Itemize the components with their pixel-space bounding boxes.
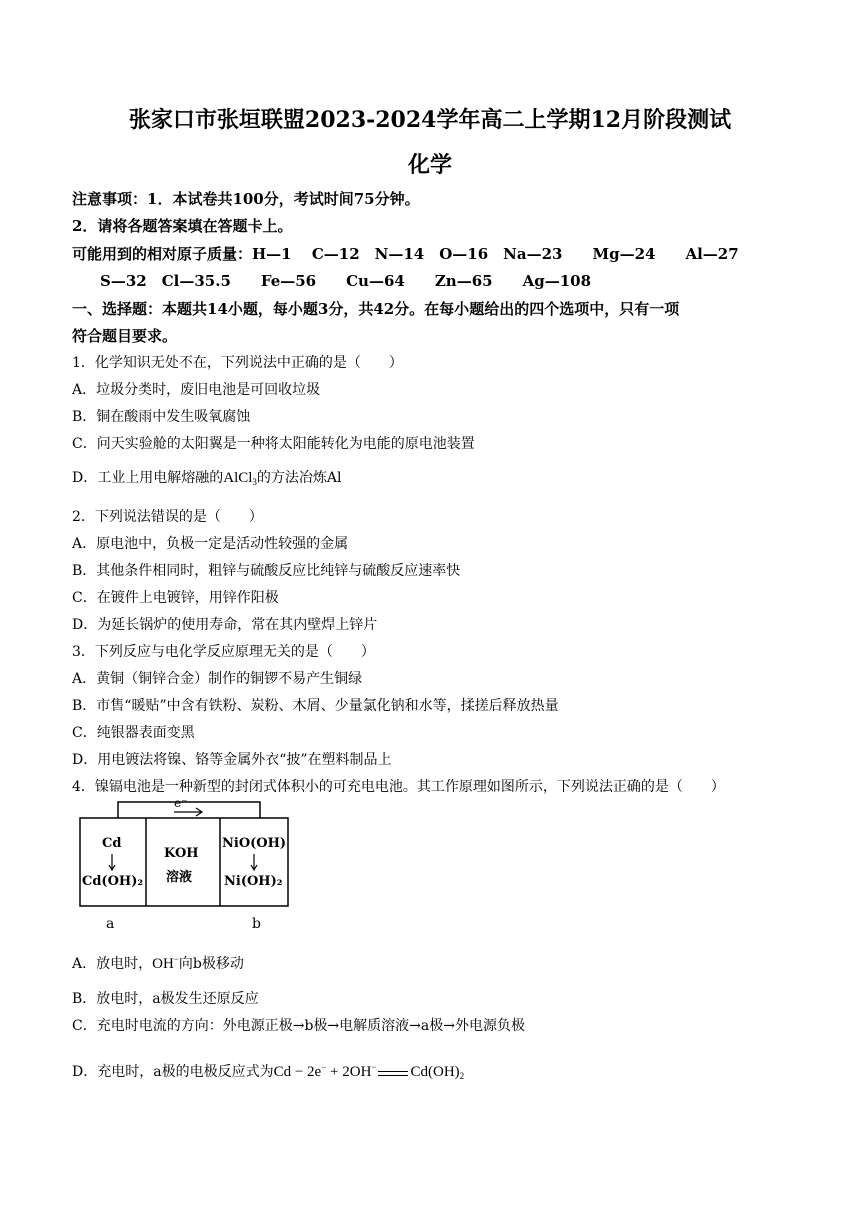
question-4-option-c: C．充电时电流的方向：外电源正极→b极→电解质溶液→a极→外电源负极 bbox=[72, 1018, 525, 1034]
section-heading-line-2: 符合题目要求。 bbox=[72, 327, 178, 345]
question-3-option-d: D．用电镀法将镍、铬等金属外衣“披”在塑料制品上 bbox=[72, 752, 392, 768]
question-1-stem: 1．化学知识无处不在，下列说法中正确的是（ ） bbox=[72, 355, 403, 371]
notice-line-2: 2．请将各题答案填在答题卡上。 bbox=[72, 217, 293, 235]
question-1-option-b: B．铜在酸雨中发生吸氧腐蚀 bbox=[72, 409, 251, 425]
question-3-option-b: B．市售“暖贴”中含有铁粉、炭粉、木屑、少量氯化钠和水等，揉搓后释放热量 bbox=[72, 698, 559, 714]
cd-down-arrow-icon bbox=[109, 854, 115, 870]
option-d-suffix: 的方法冶炼Al bbox=[256, 470, 342, 486]
question-3-option-a: A．黄铜（铜锌合金）制作的铜锣不易产生铜绿 bbox=[72, 671, 363, 687]
electron-label: e⁻ bbox=[174, 796, 188, 810]
cell-box bbox=[80, 818, 288, 906]
option-d-prefix: D．工业上用电解熔融的 bbox=[72, 470, 224, 486]
electrolyte-top: KOH bbox=[164, 846, 199, 861]
question-3-option-c: C．纯银器表面变黑 bbox=[72, 725, 195, 741]
atomic-masses-line-1: 可能用到的相对原子质量：H—1 C—12 N—14 O—16 Na—23 Mg—24 Al—27 bbox=[72, 245, 739, 263]
question-4-option-d: D．充电时，a极的电极反应式为Cd − 2e− + 2OH− $Cd(OH)_2$ bbox=[72, 1062, 465, 1081]
question-2-option-b: B．其他条件相同时，粗锌与硫酸反应比纯锌与硫酸反应速率快 bbox=[72, 563, 461, 579]
hydroxide-ion: OH− bbox=[152, 954, 179, 972]
electrode-b-label: b bbox=[252, 916, 261, 932]
question-3-stem: 3．下列反应与电化学反应原理无关的是（ ） bbox=[72, 644, 375, 660]
question-2-option-a: A．原电池中，负极一定是活动性较强的金属 bbox=[72, 536, 349, 552]
alcl3-formula: AlCl$_3$ bbox=[223, 470, 257, 487]
electrode-b-top: NiO(OH) bbox=[222, 836, 287, 851]
subject-title: 化学 bbox=[407, 152, 452, 178]
battery-diagram bbox=[78, 798, 290, 910]
section-heading-line-1: 一、选择题：本题共14小题，每小题3分，共42分。在每小题给出的四个选项中，只有一项 bbox=[72, 300, 680, 318]
question-1-option-a: A．垃圾分类时，废旧电池是可回收垃圾 bbox=[72, 382, 321, 398]
question-4-option-a: A．放电时，OH−向b极移动 bbox=[72, 954, 244, 972]
electrode-a-bottom: Cd(OH)₂ bbox=[82, 874, 144, 889]
question-1-option-c: C．问天实验舱的太阳翼是一种将太阳能转化为电能的原电池装置 bbox=[72, 436, 475, 452]
notice-line-1: 注意事项：1．本试卷共100分，考试时间75分钟。 bbox=[72, 190, 420, 208]
atomic-masses-line-2: S—32 Cl—35.5 Fe—56 Cu—64 Zn—65 Ag—108 bbox=[100, 272, 592, 290]
question-2-option-c: C．在镀件上电镀锌，用锌作阳极 bbox=[72, 590, 279, 606]
electrode-a-label: a bbox=[106, 916, 115, 932]
question-4-stem: 4．镍镉电池是一种新型的封闭式体积小的可充电电池。其工作原理如图所示，下列说法正确的是（ ） bbox=[72, 779, 725, 795]
question-4-option-b: B．放电时，a极发生还原反应 bbox=[72, 991, 259, 1007]
question-2-stem: 2．下列说法错误的是（ ） bbox=[72, 509, 263, 525]
electrode-a-top: Cd bbox=[102, 836, 122, 851]
question-1-option-d bbox=[72, 467, 342, 487]
question-2-option-d: D．为延长锅炉的使用寿命，常在其内壁焊上锌片 bbox=[72, 617, 378, 633]
page-title: 张家口市张垣联盟2023-2024学年高二上学期12月阶段测试 bbox=[128, 107, 732, 133]
external-wire bbox=[118, 802, 260, 818]
electrolyte-bottom: 溶液 bbox=[166, 870, 193, 885]
ni-down-arrow-icon bbox=[251, 854, 257, 870]
electrode-b-bottom: Ni(OH)₂ bbox=[224, 874, 283, 889]
equals-sign-icon bbox=[376, 1068, 410, 1078]
electrode-equation: Cd − 2e− + 2OH− $Cd(OH)_2$ bbox=[273, 1062, 465, 1081]
